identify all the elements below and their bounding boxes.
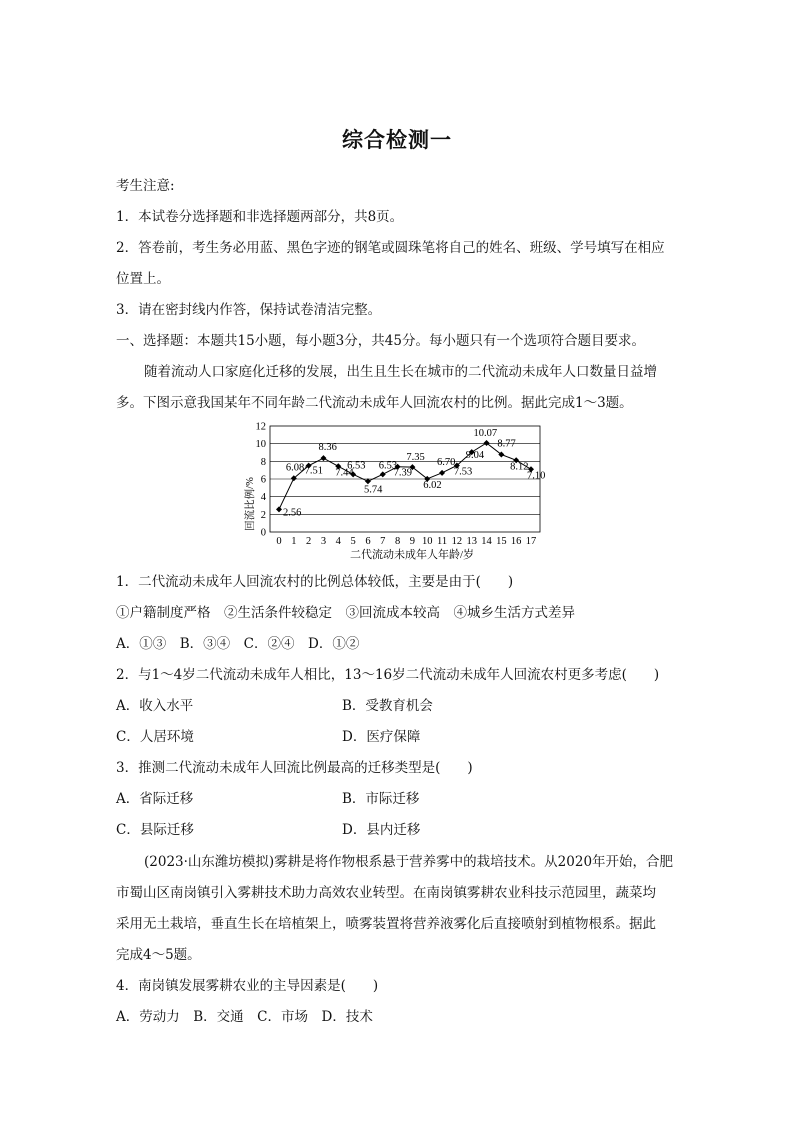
notice-item-2: 2．答卷前，考生务必用蓝、黑色字迹的钢笔或圆珠笔将自己的姓名、班级、学号填写在相应 (116, 240, 665, 256)
q3-option-c: C．县际迁移 (116, 822, 194, 838)
q1-statements: ①户籍制度严格 ②生活条件较稳定 ③回流成本较高 ④城乡生活方式差异 (116, 605, 575, 621)
x-tick-label: 14 (481, 536, 492, 547)
data-label: 6.70 (437, 456, 456, 468)
data-label: 8.12 (510, 461, 529, 473)
x-tick-labels (276, 536, 536, 547)
data-label: 5.74 (363, 484, 383, 496)
y-tick-label: 2 (260, 509, 266, 521)
passage2-line-3: 采用无土栽培，垂直生长在培植架上，喷雾装置将营养液雾化后直接喷射到植物根系。据此 (116, 916, 656, 932)
x-tick-label: 12 (451, 536, 463, 547)
line-chart (240, 420, 550, 562)
data-label: 6.53 (378, 460, 398, 472)
data-point (320, 455, 326, 461)
page-title: 综合检测一 (342, 127, 452, 152)
data-point (380, 471, 386, 477)
q2-option-d: D．医疗保障 (342, 729, 421, 745)
notice-item-1: 1．本试卷分选择题和非选择题两部分，共8页。 (116, 209, 404, 225)
data-label: 7.51 (304, 465, 324, 477)
data-label: 7.44 (335, 467, 354, 479)
data-label: 2.56 (283, 507, 302, 519)
x-axis-label: 二代流动未成年人年龄/岁 (349, 549, 475, 561)
data-label: 10.07 (473, 428, 498, 440)
q3-option-d: D．县内迁移 (342, 822, 421, 838)
y-tick-label: 4 (260, 492, 266, 504)
x-tick-label: 9 (409, 536, 416, 547)
y-tick-label: 8 (260, 456, 266, 468)
x-tick-label: 13 (466, 536, 477, 547)
x-tick-label: 5 (350, 536, 356, 547)
passage1-line-1: 随着流动人口家庭化迁移的发展，出生且生长在城市的二代流动未成年人口数量日益增 (144, 364, 657, 380)
x-tick-label: 0 (276, 536, 282, 547)
x-tick-label: 6 (365, 536, 371, 547)
x-tick-label: 7 (380, 536, 386, 547)
q2-option-c: C．人居环境 (116, 729, 194, 745)
notice-heading: 考生注意: (116, 178, 175, 194)
q3-option-a: A．省际迁移 (116, 791, 194, 807)
y-tick-labels (256, 422, 267, 539)
q1-stem: 1．二代流动未成年人回流农村的比例总体较低，主要是由于( ) (116, 574, 514, 590)
q4-stem: 4．南岗镇发展雾耕农业的主导因素是( ) (116, 978, 379, 994)
q2-option-a: A．收入水平 (116, 698, 194, 714)
y-tick-label: 10 (255, 439, 266, 451)
q4-options: A．劳动力 B．交通 C．市场 D．技术 (116, 1009, 373, 1025)
y-axis-label: 回流比例/% (245, 477, 256, 531)
notice-item-2-cont: 位置上。 (116, 271, 170, 287)
data-label: 6.08 (285, 462, 305, 474)
x-tick-label: 11 (436, 536, 448, 547)
data-label: 6.02 (423, 479, 442, 491)
data-label: 7.35 (406, 452, 425, 464)
data-label: 7.39 (393, 467, 412, 479)
x-tick-label: 1 (291, 536, 297, 547)
x-tick-label: 4 (335, 536, 341, 547)
q3-stem: 3．推测二代流动未成年人回流比例最高的迁移类型是( ) (116, 760, 473, 776)
passage2-line-1: (2023·山东潍坊模拟)雾耕是将作物根系悬于营养雾中的栽培技术。从2020年开始，合肥 (144, 854, 674, 870)
passage1-line-2: 多。下图示意我国某年不同年龄二代流动未成年人回流农村的比例。据此完成1～3题。 (116, 395, 633, 411)
y-tick-label: 0 (260, 527, 266, 539)
x-tick-label: 16 (510, 536, 522, 547)
x-tick-label: 8 (394, 536, 401, 547)
q2-stem: 2．与1～4岁二代流动未成年人相比，13～16岁二代流动未成年人回流农村更多考虑( ) (116, 667, 660, 683)
q3-option-b: B．市际迁移 (342, 791, 420, 807)
passage2-line-4: 完成4～5题。 (116, 947, 201, 963)
data-label: 7.53 (453, 466, 473, 478)
section-heading: 一、选择题：本题共15小题，每小题3分，共45分。每小题只有一个选项符合题目要求。 (116, 333, 645, 349)
data-label: 8.77 (497, 438, 516, 450)
q2-option-b: B．受教育机会 (342, 698, 433, 714)
y-tick-label: 12 (255, 421, 266, 433)
x-tick-label: 15 (496, 536, 507, 547)
data-label: 7.10 (527, 470, 546, 482)
y-tick-label: 6 (260, 474, 266, 486)
x-tick-label: 10 (421, 536, 433, 547)
data-point (439, 470, 445, 476)
x-tick-label: 17 (525, 536, 537, 547)
data-label: 8.36 (318, 442, 337, 454)
q1-options: A．①③ B．③④ C．②④ D．①② (116, 636, 360, 652)
data-label: 6.53 (347, 460, 366, 472)
x-tick-label: 2 (306, 536, 312, 547)
data-labels (283, 428, 545, 518)
x-tick-label: 3 (320, 536, 327, 547)
data-label: 9.04 (465, 450, 485, 462)
data-point (276, 506, 282, 512)
passage2-line-2: 市蜀山区南岗镇引入雾耕技术助力高效农业转型。在南岗镇雾耕农业科技示范园里，蔬菜均 (116, 885, 656, 901)
notice-item-3: 3．请在密封线内作答，保持试卷清洁完整。 (116, 302, 382, 318)
